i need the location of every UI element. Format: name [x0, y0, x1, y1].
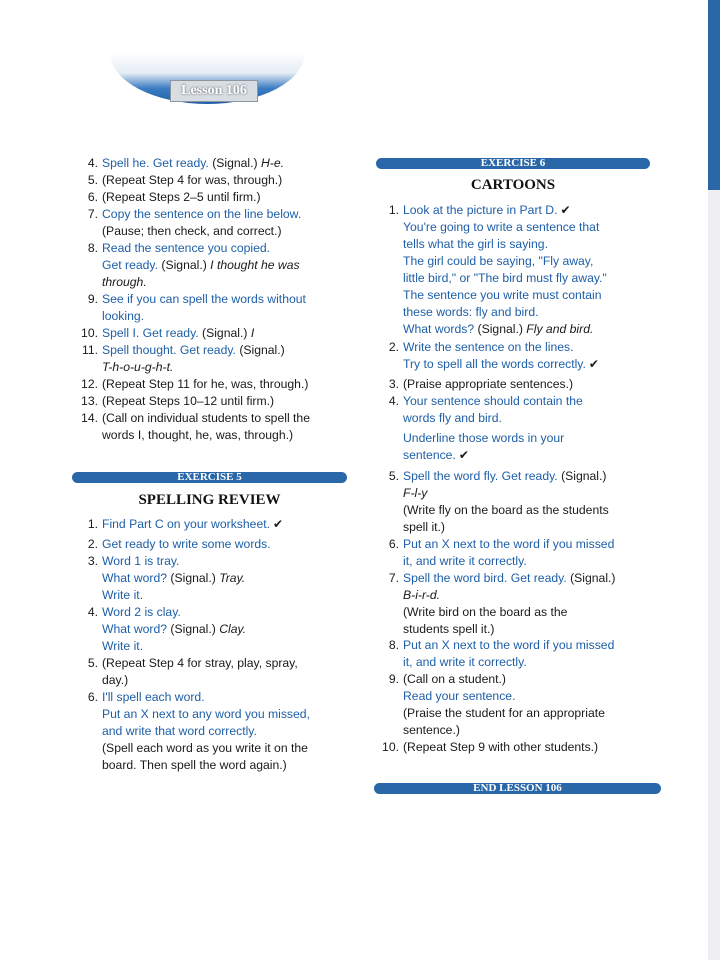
step-text: it, and write it correctly.: [403, 554, 527, 568]
step-text: and write that word correctly.: [102, 724, 257, 738]
step-line: [403, 688, 663, 705]
step-line: [102, 342, 362, 359]
step-line: [403, 654, 663, 671]
step-line: [403, 705, 663, 722]
step-text: What word?: [102, 622, 171, 636]
step-text: day.): [102, 673, 129, 687]
exercise-5-banner: EXERCISE 5: [72, 472, 347, 483]
step-number: 12.: [81, 377, 98, 391]
step-line: [102, 638, 362, 655]
step-text: sentence.): [403, 723, 460, 737]
check-mark-icon: ✔: [560, 203, 571, 217]
step-line: [403, 722, 663, 739]
step-text: Word 2 is clay.: [102, 605, 181, 619]
step-line: [403, 219, 663, 236]
step-number: 10.: [81, 326, 98, 340]
step-line: [102, 410, 362, 427]
step-text: board. Then spell the word again.): [102, 758, 287, 772]
step-line: [403, 447, 663, 464]
step-line: [403, 739, 663, 756]
step-line: [403, 637, 663, 654]
step-line: [403, 468, 663, 485]
step-text: Fly and bird.: [526, 322, 594, 336]
step-line: [102, 740, 362, 757]
step-text: (Signal.): [477, 322, 527, 336]
step-text: Put an X next to the word if you missed: [403, 638, 615, 652]
step-text: Spell thought. Get ready.: [102, 343, 240, 357]
step-number: 6.: [87, 690, 98, 704]
step-line: [403, 553, 663, 570]
step-line: [403, 410, 663, 427]
step-text: (Repeat Step 4 for was, through.): [102, 173, 283, 187]
step-text: (Signal.): [561, 469, 607, 483]
step-number: 13.: [81, 394, 98, 408]
step-text: (Signal.): [202, 326, 251, 340]
step-line: [403, 339, 663, 356]
step-text: H-e.: [260, 156, 285, 170]
check-mark-icon: ✔: [588, 357, 599, 371]
step-line: [403, 430, 663, 447]
step-number: 4.: [87, 605, 98, 619]
step-text: Look at the picture in Part D.: [403, 203, 558, 217]
step-number: 3.: [388, 377, 399, 391]
step-number: 2.: [87, 537, 98, 551]
step-line: [102, 274, 362, 291]
step-text: Spell he. Get ready.: [102, 156, 213, 170]
step-text: Your sentence should contain the: [403, 394, 583, 408]
step-text: Write the sentence on the lines.: [403, 340, 574, 354]
step-line: [403, 236, 663, 253]
step-number: 7.: [87, 207, 98, 221]
step-line: [102, 393, 362, 410]
step-text: (Signal.): [170, 571, 220, 585]
step-text: (Call on a student.): [403, 672, 506, 686]
step-number: 4.: [87, 156, 98, 170]
step-line: [102, 223, 362, 240]
step-text: words I, thought, he, was, through.): [102, 428, 294, 442]
step-text: B-i-r-d.: [403, 588, 441, 602]
step-line: [102, 240, 362, 257]
step-line: [403, 485, 663, 502]
step-line: [102, 553, 362, 570]
step-text: (Signal.): [239, 343, 285, 357]
step-line: [102, 672, 362, 689]
step-text: Write it.: [102, 588, 144, 602]
step-line: [102, 536, 362, 553]
step-line: [102, 723, 362, 740]
step-text: Write it.: [102, 639, 144, 653]
step-line: [403, 253, 663, 270]
step-number: 9.: [87, 292, 98, 306]
step-line: [102, 376, 362, 393]
step-line: [102, 621, 362, 638]
step-line: [403, 270, 663, 287]
step-text: Find Part C on your worksheet.: [102, 517, 270, 531]
step-line: [102, 587, 362, 604]
step-line: [403, 587, 663, 604]
step-number: 8.: [87, 241, 98, 255]
step-number: 3.: [87, 554, 98, 568]
step-number: 6.: [87, 190, 98, 204]
step-text: sentence.: [403, 448, 456, 462]
step-text: Try to spell all the words correctly.: [403, 357, 586, 371]
step-text: these words: fly and bird.: [403, 305, 539, 319]
step-text: (Signal.): [570, 571, 616, 585]
step-line: [102, 427, 362, 444]
step-text: Spell the word fly. Get ready.: [403, 469, 562, 483]
end-lesson-banner: END LESSON 106: [374, 783, 661, 794]
step-line: [403, 304, 663, 321]
step-text: spell it.): [403, 520, 445, 534]
step-line: [102, 655, 362, 672]
step-number: 2.: [388, 340, 399, 354]
step-line: [403, 393, 663, 410]
step-text: Spell the word bird. Get ready.: [403, 571, 571, 585]
step-number: 9.: [388, 672, 399, 686]
step-line: [102, 206, 362, 223]
step-text: What word?: [102, 571, 171, 585]
step-line: [102, 155, 362, 172]
step-text: (Signal.): [170, 622, 220, 636]
lesson-label: Lesson 106: [170, 80, 258, 102]
step-number: 1.: [87, 517, 98, 531]
exercise-6-banner: EXERCISE 6: [376, 158, 650, 169]
step-text: through.: [102, 275, 147, 289]
right-edge-bar: [708, 0, 720, 960]
step-line: [403, 356, 663, 373]
step-line: [403, 376, 663, 393]
step-text: it, and write it correctly.: [403, 655, 527, 669]
step-line: [102, 689, 362, 706]
exercise-5-heading: SPELLING REVIEW: [138, 492, 281, 508]
step-number: 6.: [388, 537, 399, 551]
step-text: students spell it.): [403, 622, 495, 636]
step-text: words fly and bird.: [403, 411, 502, 425]
step-number: 4.: [388, 394, 399, 408]
step-text: You're going to write a sentence that: [403, 220, 600, 234]
step-line: [403, 671, 663, 688]
step-number: 5.: [87, 656, 98, 670]
step-line: [403, 621, 663, 638]
step-text: (Write fly on the board as the students: [403, 503, 609, 517]
step-text: tells what the girl is saying.: [403, 237, 548, 251]
step-text: I'll spell each word.: [102, 690, 205, 704]
step-line: [403, 202, 663, 219]
step-text: Get ready to write some words.: [102, 537, 271, 551]
step-text: The sentence you write must contain: [403, 288, 602, 302]
step-text: The girl could be saying, "Fly away,: [403, 254, 594, 268]
step-line: [403, 502, 663, 519]
step-text: I thought he was: [210, 258, 300, 272]
step-text: Spell I. Get ready.: [102, 326, 203, 340]
step-text: Get ready.: [102, 258, 162, 272]
step-text: (Signal.): [161, 258, 211, 272]
step-text: Put an X next to the word if you missed: [403, 537, 615, 551]
exercise-6-heading: CARTOONS: [470, 177, 556, 193]
step-number: 5.: [388, 469, 399, 483]
step-line: [102, 189, 362, 206]
step-line: [403, 604, 663, 621]
step-line: [403, 321, 663, 338]
step-line: [403, 570, 663, 587]
step-line: [102, 570, 362, 587]
step-line: [102, 257, 362, 274]
step-text: Underline those words in your: [403, 431, 565, 445]
step-text: Clay.: [219, 622, 247, 636]
step-number: 14.: [81, 411, 98, 425]
step-text: I: [250, 326, 255, 340]
step-number: 8.: [388, 638, 399, 652]
step-line: [403, 536, 663, 553]
step-text: looking.: [102, 309, 145, 323]
step-number: 10.: [382, 740, 399, 754]
step-text: F-l-y: [403, 486, 428, 500]
step-number: 1.: [388, 203, 399, 217]
step-line: [102, 706, 362, 723]
step-line: [102, 757, 362, 774]
step-text: Tray.: [219, 571, 246, 585]
step-line: [403, 287, 663, 304]
step-text: (Repeat Step 9 with other students.): [403, 740, 599, 754]
step-text: (Praise the student for an appropriate: [403, 706, 605, 720]
step-line: [102, 604, 362, 621]
step-number: 11.: [81, 343, 98, 357]
step-line: [403, 519, 663, 536]
step-text: (Repeat Steps 2–5 until firm.): [102, 190, 261, 204]
step-line: [102, 325, 362, 342]
step-text: (Call on individual students to spell the: [102, 411, 310, 425]
step-text: little bird," or "The bird must fly away.": [403, 271, 607, 285]
step-text: (Write bird on the board as the: [403, 605, 568, 619]
step-text: (Repeat Step 4 for stray, play, spray,: [102, 656, 298, 670]
step-text: (Repeat Step 11 for he, was, through.): [102, 377, 309, 391]
check-mark-icon: ✔: [458, 448, 469, 462]
step-text: T-h-o-u-g-h-t.: [102, 360, 174, 374]
step-text: See if you can spell the words without: [102, 292, 306, 306]
step-line: [102, 516, 362, 533]
step-text: (Repeat Steps 10–12 until firm.): [102, 394, 275, 408]
step-text: (Spell each word as you write it on the: [102, 741, 308, 755]
step-line: [102, 172, 362, 189]
step-text: Put an X next to any word you missed,: [102, 707, 310, 721]
step-number: 7.: [388, 571, 399, 585]
step-line: [102, 359, 362, 376]
step-text: Read your sentence.: [403, 689, 516, 703]
step-text: (Pause; then check, and correct.): [102, 224, 282, 238]
step-text: (Signal.): [212, 156, 261, 170]
right-edge-accent: [708, 0, 720, 190]
step-text: What words?: [403, 322, 478, 336]
step-text: Copy the sentence on the line below.: [102, 207, 302, 221]
step-number: 5.: [87, 173, 98, 187]
step-line: [102, 291, 362, 308]
step-text: (Praise appropriate sentences.): [403, 377, 574, 391]
check-mark-icon: ✔: [273, 517, 284, 531]
step-text: Word 1 is tray.: [102, 554, 180, 568]
step-text: Read the sentence you copied.: [102, 241, 271, 255]
step-line: [102, 308, 362, 325]
